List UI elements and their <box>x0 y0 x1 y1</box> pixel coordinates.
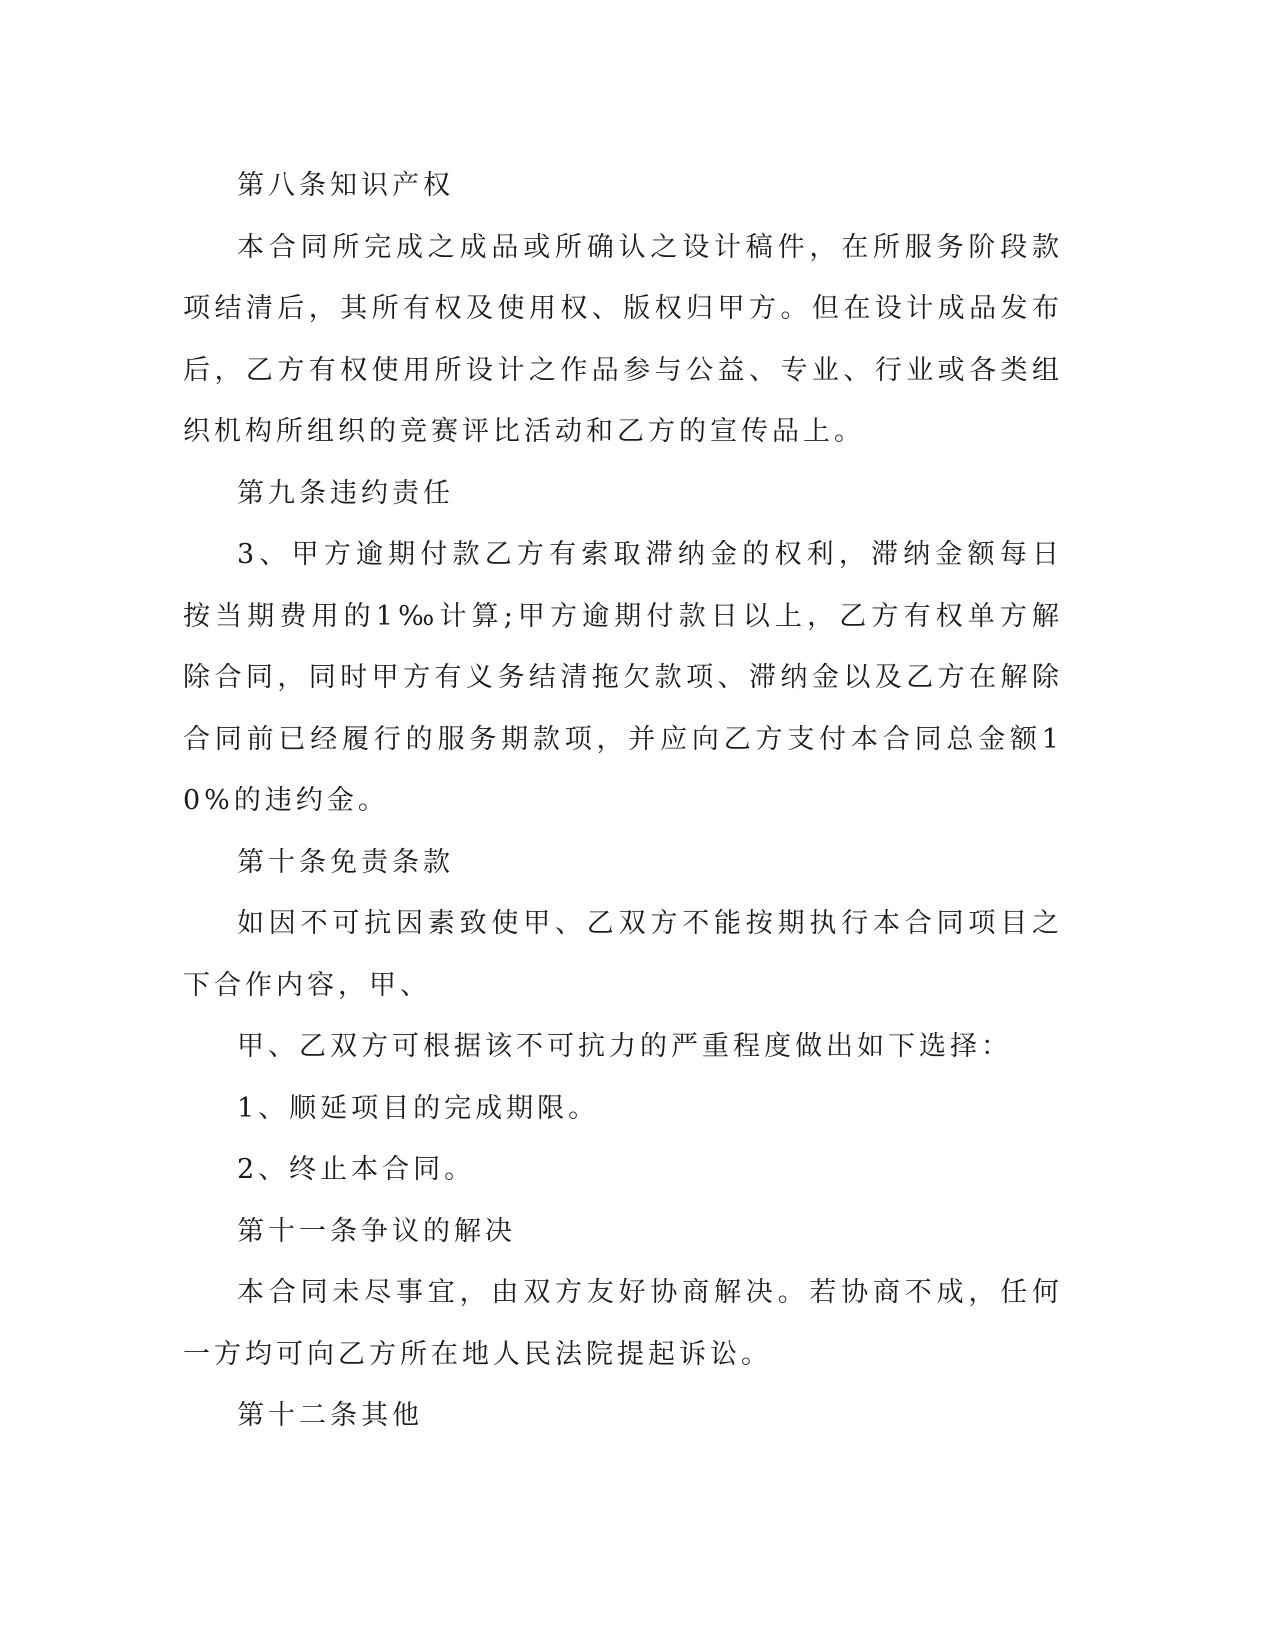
article-9-clause-3: 3、甲方逾期付款乙方有索取滞纳金的权利，滞纳金额每日按当期费用的1‰计算;甲方逾期付款日以上，乙方有权单方解除合同，同时甲方有义务结清拖欠款项、滞纳金以及乙方在解除合同前已经履行的服务期款项，并应向乙方支付本合同总金额10%的违约金。 <box>183 539 1063 816</box>
article-11-body: 本合同未尽事宜，由双方友好协商解决。若协商不成，任何一方均可向乙方所在地人民法院提起诉讼。 <box>183 1277 1063 1370</box>
article-10-body: 如因不可抗因素致使甲、乙双方不能按期执行本合同项目之下合作内容，甲、 <box>183 908 1063 1001</box>
article-10-heading: 第十条免责条款 <box>237 846 454 878</box>
article-12-heading: 第十二条其他 <box>237 1400 423 1431</box>
article-10-option-2: 2、终止本合同。 <box>237 1154 476 1185</box>
article-10-options-intro: 甲、乙双方可根据该不可抗力的严重程度做出如下选择： <box>237 1031 1012 1062</box>
article-11-heading: 第十一条争议的解决 <box>237 1215 516 1247</box>
article-10-option-1: 1、顺延项目的完成期限。 <box>237 1092 600 1124</box>
article-8-body: 本合同所完成之成品或所确认之设计稿件，在所服务阶段款项结清后，其所有权及使用权、版权归甲方。但在设计成品发布后，乙方有权使用所设计之作品参与公益、专业、行业或各类组织机构所组织的竞赛评比活动和乙方的宣传品上。 <box>183 231 1063 447</box>
article-9-heading: 第九条违约责任 <box>237 477 454 509</box>
article-8-heading: 第八条知识产权 <box>237 170 454 201</box>
document-body <box>183 155 1063 1447</box>
